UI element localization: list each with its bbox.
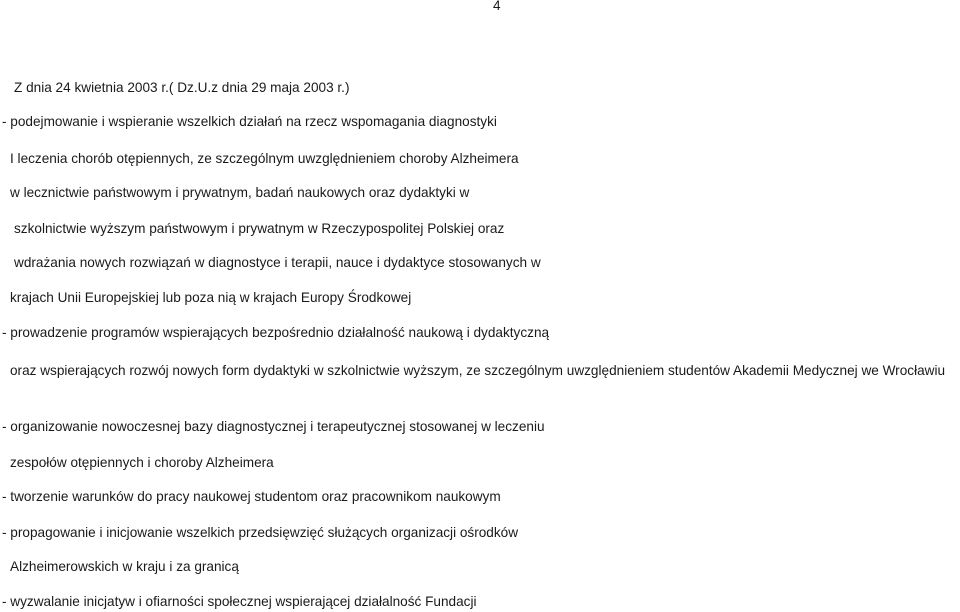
statute-line-4: szkolnictwie wyższym państwowym i prywatnym w Rzeczypospolitej Polskiej oraz [14, 221, 505, 236]
statute-line-1: - podejmowanie i wspieranie wszelkich działań na rzecz wspomagania diagnostyki [2, 114, 497, 129]
statute-line-5: wdrażania nowych rozwiązań w diagnostyce i terapii, nauce i dydaktyce stosowanych w [14, 255, 541, 270]
statute-line-10: zespołów otępiennych i choroby Alzheimera [10, 455, 274, 470]
header-citation: Z dnia 24 kwietnia 2003 r.( Dz.U.z dnia 29 maja 2003 r.) [14, 80, 350, 95]
statute-line-11: - tworzenie warunków do pracy naukowej studentom oraz pracownikom naukowym [2, 489, 501, 504]
statute-line-13: Alzheimerowskich w kraju i za granicą [10, 559, 239, 574]
statute-line-7: - prowadzenie programów wspierających bezpośrednio działalność naukową i dydaktyczną [2, 325, 550, 340]
statute-line-12: - propagowanie i inicjowanie wszelkich przedsięwzięć służących organizacji ośrodków [2, 525, 519, 540]
statute-line-14: - wyzwalanie inicjatyw i ofiarności społecznej wspierającej działalność Fundacji [2, 594, 477, 609]
statute-line-3: w lecznictwie państwowym i prywatnym, badań naukowych oraz dydaktyki w [10, 185, 470, 200]
statute-line-6: krajach Unii Europejskiej lub poza nią w krajach Europy Środkowej [10, 290, 412, 305]
statute-line-8: oraz wspierających rozwój nowych form dydaktyki w szkolnictwie wyższym, ze szczególnym uwzględnieniem studentów Akademii Medycznej we Wrocławiu [10, 363, 946, 378]
page-number: 4 [493, 0, 501, 13]
statute-line-2: I leczenia chorób otępiennych, ze szczególnym uwzględnieniem choroby Alzheimera [10, 151, 519, 166]
statute-line-9: - organizowanie nowoczesnej bazy diagnostycznej i terapeutycznej stosowanej w leczeniu [2, 419, 545, 434]
